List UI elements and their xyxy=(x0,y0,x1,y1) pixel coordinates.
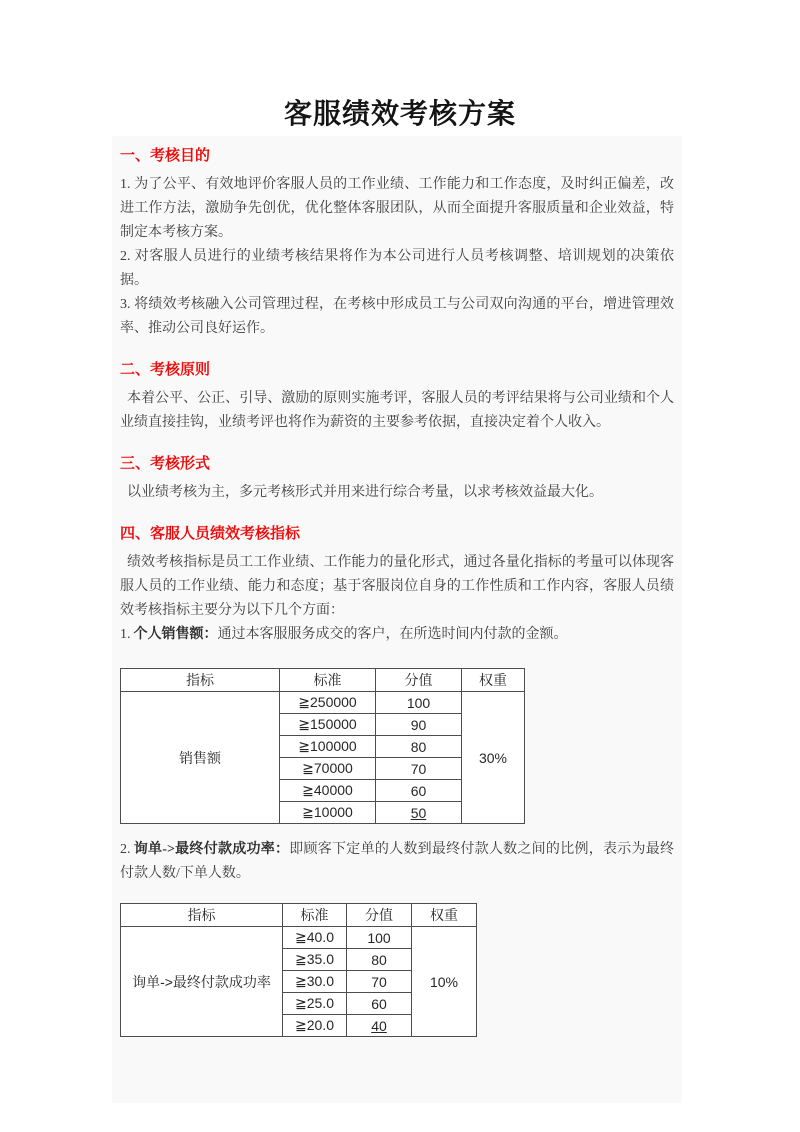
section-heading-form: 三、考核形式 xyxy=(120,455,211,472)
cell-score: 90 xyxy=(376,714,462,736)
header-score: 分值 xyxy=(347,904,412,927)
cell-indicator: 询单->最终付款成功率 xyxy=(121,927,283,1037)
table-row xyxy=(121,927,477,949)
item-term: 个人销售额： xyxy=(133,627,218,642)
section-heading-purpose: 一、考核目的 xyxy=(120,147,211,164)
header-weight: 权重 xyxy=(462,669,525,692)
section-heading-indicators: 四、客服人员绩效考核指标 xyxy=(120,525,301,542)
content-area xyxy=(112,136,682,1103)
cell-score-highlighted: 50 xyxy=(376,802,462,824)
header-score: 分值 xyxy=(376,669,462,692)
header-weight: 权重 xyxy=(412,904,477,927)
item-description: 通过本客服服务成交的客户，在所选时间内付款的金额。 xyxy=(217,627,568,642)
table-header-row xyxy=(121,904,477,927)
cell-score: 60 xyxy=(376,780,462,802)
cell-score-highlighted: 40 xyxy=(347,1015,412,1037)
item-number: 2. xyxy=(120,842,131,857)
paragraph-purpose-3: 3. 将绩效考核融入公司管理过程，在考核中形成员工与公司双向沟通的平台，增进管理效率、推动公司良好运作。 xyxy=(120,297,674,336)
table-row xyxy=(121,692,525,714)
page-title: 客服绩效考核方案 xyxy=(283,99,516,130)
header-indicator: 指标 xyxy=(121,669,280,692)
item-number: 1. xyxy=(120,627,131,642)
sales-amount-score-table xyxy=(120,668,525,824)
cell-score: 70 xyxy=(347,971,412,993)
cell-score: 80 xyxy=(347,949,412,971)
payment-success-rate-table xyxy=(120,903,477,1037)
cell-standard: ≧25.0 xyxy=(283,993,347,1015)
cell-standard: ≧100000 xyxy=(280,736,376,758)
cell-standard: ≧250000 xyxy=(280,692,376,714)
cell-standard: ≧40000 xyxy=(280,780,376,802)
cell-score: 100 xyxy=(347,927,412,949)
paragraph-purpose-1: 1. 为了公平、有效地评价客服人员的工作业绩、工作能力和工作态度，及时纠正偏差，改进工作方法，激励争先创优，优化整体客服团队，从而全面提升客服质量和企业效益，特制定本考核方案。 xyxy=(120,177,674,240)
cell-score: 100 xyxy=(376,692,462,714)
table-header-row xyxy=(121,669,525,692)
cell-weight: 10% xyxy=(412,927,477,1037)
paragraph-principle: 本着公平、公正、引导、激励的原则实施考评，客服人员的考评结果将与公司业绩和个人业绩直接挂钩，业绩考评也将作为薪资的主要参考依据，直接决定着个人收入。 xyxy=(120,391,674,430)
paragraph-indicators-intro: 绩效考核指标是员工工作业绩、工作能力的量化形式，通过各量化指标的考量可以体现客服人员的工作业绩、能力和态度；基于客服岗位自身的工作性质和工作内容，客服人员绩效考核指标主要分为以下几个方面： xyxy=(120,555,674,618)
cell-score: 70 xyxy=(376,758,462,780)
cell-score: 60 xyxy=(347,993,412,1015)
header-indicator: 指标 xyxy=(121,904,283,927)
item-term: 询单->最终付款成功率： xyxy=(133,842,290,857)
cell-indicator: 销售额 xyxy=(121,692,280,824)
item-description: 即顾客下定单的人数到最终付款人数之间的比例，表示为最终付款人数/下单人数。 xyxy=(120,842,675,881)
cell-standard: ≧150000 xyxy=(280,714,376,736)
cell-standard: ≧20.0 xyxy=(283,1015,347,1037)
header-standard: 标准 xyxy=(283,904,347,927)
indicator-item-payment-rate xyxy=(120,838,674,886)
cell-weight: 30% xyxy=(462,692,525,824)
cell-standard: ≧70000 xyxy=(280,758,376,780)
cell-standard: ≧40.0 xyxy=(283,927,347,949)
paragraph-purpose-2: 2. 对客服人员进行的业绩考核结果将作为本公司进行人员考核调整、培训规划的决策依据。 xyxy=(120,249,674,288)
cell-standard: ≧10000 xyxy=(280,802,376,824)
cell-standard: ≧35.0 xyxy=(283,949,347,971)
header-standard: 标准 xyxy=(280,669,376,692)
cell-score: 80 xyxy=(376,736,462,758)
paragraph-form: 以业绩考核为主，多元考核形式并用来进行综合考量，以求考核效益最大化。 xyxy=(127,485,603,500)
indicator-item-sales xyxy=(120,623,674,647)
cell-standard: ≧30.0 xyxy=(283,971,347,993)
section-heading-principle: 二、考核原则 xyxy=(120,361,211,378)
